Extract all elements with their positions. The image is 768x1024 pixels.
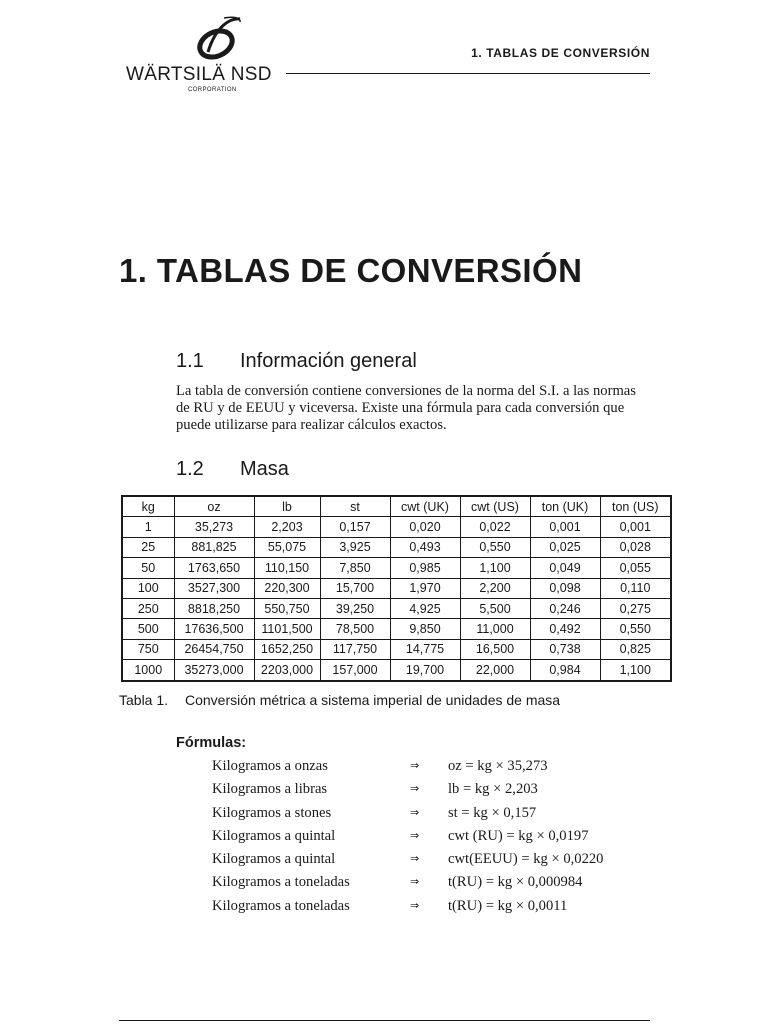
mass-conversion-table [121, 495, 672, 682]
section-number: 1.2 [176, 458, 204, 480]
table-cell: 11,000 [460, 619, 530, 639]
table-row [122, 639, 671, 659]
header-rule [286, 73, 650, 74]
formula-row [212, 874, 652, 897]
table-cell: 881,825 [174, 537, 254, 557]
formula-label: Kilogramos a quintal [212, 851, 336, 868]
table-cell: 0,825 [600, 639, 671, 659]
section-heading-mass [176, 458, 289, 481]
formula-row [212, 851, 652, 874]
column-header: oz [174, 496, 254, 517]
section-heading-general-info [176, 350, 417, 373]
formula-row [212, 898, 652, 921]
table-cell: 3,925 [320, 537, 390, 557]
formula-expression: oz = kg × 35,273 [448, 758, 548, 774]
logo-name: WÄRTSILÄ NSD [126, 64, 272, 85]
formula-expression: cwt (RU) = kg × 0,0197 [448, 827, 589, 844]
table-cell: 0,985 [390, 558, 460, 578]
table-cell: 9,850 [390, 619, 460, 639]
section-title: Masa [240, 458, 289, 480]
table-row [122, 558, 671, 578]
formula-label: Kilogramos a stones [212, 804, 332, 821]
table-cell: 1,100 [600, 660, 671, 681]
caption-number: Tabla 1. [119, 692, 169, 708]
column-header: st [320, 496, 390, 517]
formula-row [212, 828, 652, 851]
formula-expression: lb = kg × 2,203 [448, 781, 538, 798]
table-cell: 110,150 [254, 558, 320, 578]
table-cell: 0,738 [530, 639, 600, 659]
table-cell: 0,049 [530, 558, 600, 578]
implies-arrow-icon: ⇒ [410, 875, 420, 889]
table-row [122, 537, 671, 557]
table-cell: 0,550 [600, 619, 671, 639]
table-cell: 26454,750 [174, 639, 254, 659]
table-cell: 0,984 [530, 660, 600, 681]
table-cell: 0,275 [600, 598, 671, 618]
table-cell: 0,028 [600, 537, 671, 557]
table-cell: 0,550 [460, 537, 530, 557]
table-cell: 35,273 [174, 517, 254, 537]
implies-arrow-icon: ⇒ [410, 852, 420, 866]
table-row [122, 660, 671, 681]
section-number: 1.1 [176, 350, 204, 372]
formula-row [212, 758, 652, 781]
running-header: 1. TABLAS DE CONVERSIÓN [471, 46, 650, 60]
table-cell: 0,098 [530, 578, 600, 598]
table-row [122, 619, 671, 639]
table-cell: 5,500 [460, 598, 530, 618]
table-cell: 157,000 [320, 660, 390, 681]
table-row [122, 517, 671, 537]
formula-label: Kilogramos a onzas [212, 758, 328, 774]
logo-subtitle: CORPORATION [188, 87, 237, 93]
formula-row [212, 781, 652, 804]
formula-expression: t(RU) = kg × 0,0011 [448, 897, 568, 914]
table-cell: 2,203 [254, 517, 320, 537]
table-cell: 117,750 [320, 639, 390, 659]
table-row [122, 578, 671, 598]
table-body [122, 517, 671, 681]
table-header-row [122, 496, 671, 517]
table-cell: 35273,000 [174, 660, 254, 681]
table-cell: 78,500 [320, 619, 390, 639]
formula-label: Kilogramos a quintal [212, 827, 336, 844]
column-header: cwt (UK) [390, 496, 460, 517]
table-cell: 1,100 [460, 558, 530, 578]
table-cell: 1763,650 [174, 558, 254, 578]
implies-arrow-icon: ⇒ [410, 828, 420, 842]
formula-label: Kilogramos a toneladas [212, 874, 350, 891]
table-cell: 16,500 [460, 639, 530, 659]
table-cell: 1101,500 [254, 619, 320, 639]
table-cell: 550,750 [254, 598, 320, 618]
column-header: cwt (US) [460, 496, 530, 517]
table-cell: 14,775 [390, 639, 460, 659]
table-cell: 17636,500 [174, 619, 254, 639]
table-cell: 8818,250 [174, 598, 254, 618]
table-cell: 4,925 [390, 598, 460, 618]
implies-arrow-icon: ⇒ [410, 782, 420, 796]
company-logo [126, 16, 272, 96]
table-cell: 0,493 [390, 537, 460, 557]
table-cell: 7,850 [320, 558, 390, 578]
wartsila-swirl-logo-icon [194, 16, 242, 62]
formula-list [212, 758, 652, 921]
table-cell: 100 [122, 578, 174, 598]
formula-row [212, 805, 652, 828]
table-cell: 2,200 [460, 578, 530, 598]
table-cell: 250 [122, 598, 174, 618]
table-cell: 0,001 [600, 517, 671, 537]
table-cell: 19,700 [390, 660, 460, 681]
table-cell: 0,110 [600, 578, 671, 598]
table-cell: 1,970 [390, 578, 460, 598]
table-caption [119, 692, 560, 708]
table-cell: 1000 [122, 660, 174, 681]
table-cell: 55,075 [254, 537, 320, 557]
table-cell: 2203,000 [254, 660, 320, 681]
implies-arrow-icon: ⇒ [410, 898, 420, 912]
implies-arrow-icon: ⇒ [410, 759, 420, 772]
formula-expression: st = kg × 0,157 [448, 804, 537, 821]
table-cell: 1 [122, 517, 174, 537]
formula-label: Kilogramos a toneladas [212, 897, 350, 914]
table-cell: 1652,250 [254, 639, 320, 659]
intro-paragraph: La tabla de conversión contiene conversiones de la norma del S.I. a las normas de RU y de EEUU y viceversa. Existe una fórmula para cada conversión que puede utilizarse para realizar cálculos exactos. [176, 383, 636, 433]
table-cell: 750 [122, 639, 174, 659]
table-cell: 15,700 [320, 578, 390, 598]
table-cell: 0,246 [530, 598, 600, 618]
table-cell: 3527,300 [174, 578, 254, 598]
chapter-title: 1. TABLAS DE CONVERSIÓN [119, 252, 583, 289]
footer-rule [119, 1020, 650, 1021]
column-header: kg [122, 496, 174, 517]
table-cell: 0,055 [600, 558, 671, 578]
table-cell: 0,022 [460, 517, 530, 537]
implies-arrow-icon: ⇒ [410, 805, 420, 819]
table-cell: 50 [122, 558, 174, 578]
section-title: Información general [240, 350, 417, 372]
table-cell: 500 [122, 619, 174, 639]
table-cell: 0,492 [530, 619, 600, 639]
column-header: ton (UK) [530, 496, 600, 517]
formula-expression: cwt(EEUU) = kg × 0,0220 [448, 851, 604, 868]
table-cell: 39,250 [320, 598, 390, 618]
column-header: ton (US) [600, 496, 671, 517]
table-cell: 25 [122, 537, 174, 557]
table-cell: 22,000 [460, 660, 530, 681]
formula-expression: t(RU) = kg × 0,000984 [448, 874, 583, 891]
table-row [122, 598, 671, 618]
table-cell: 0,025 [530, 537, 600, 557]
table-cell: 0,157 [320, 517, 390, 537]
caption-text: Conversión métrica a sistema imperial de unidades de masa [185, 692, 561, 708]
formulas-heading: Fórmulas: [176, 735, 247, 751]
table-cell: 0,001 [530, 517, 600, 537]
formula-label: Kilogramos a libras [212, 781, 328, 798]
table-cell: 220,300 [254, 578, 320, 598]
column-header: lb [254, 496, 320, 517]
table-cell: 0,020 [390, 517, 460, 537]
